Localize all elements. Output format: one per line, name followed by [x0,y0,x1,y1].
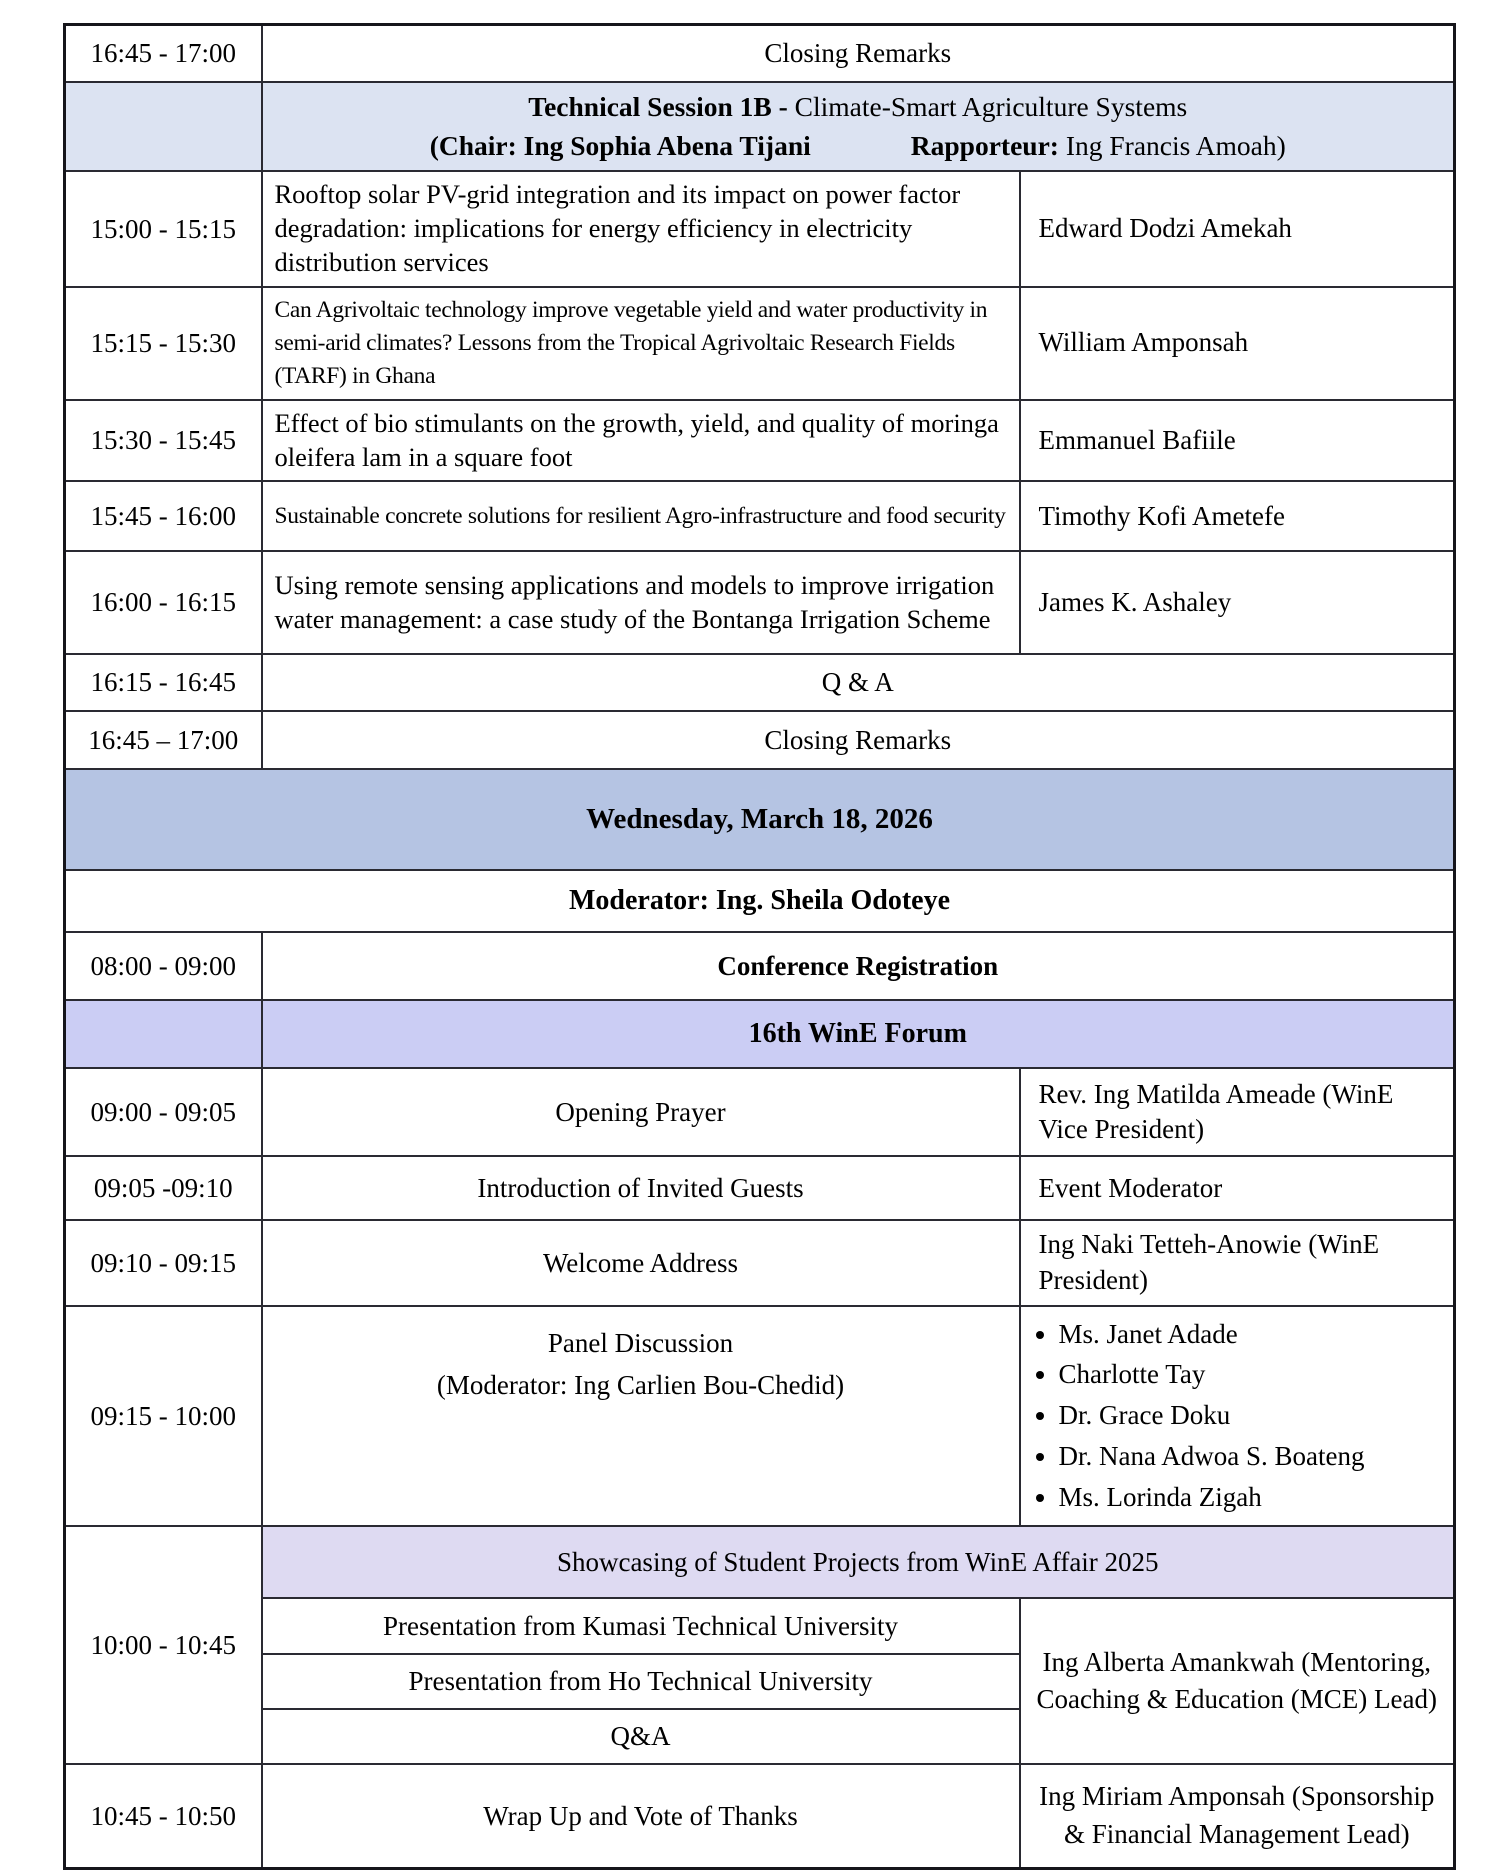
time-cell: 16:00 - 16:15 [65,551,262,654]
activity-cell: Closing Remarks [262,25,1455,82]
showcase-item-cell: Presentation from Ho Technical University [262,1654,1020,1709]
time-cell: 16:45 - 17:00 [65,25,262,82]
time-cell: 16:15 - 16:45 [65,654,262,711]
time-cell: 10:45 - 10:50 [65,1764,262,1868]
person-cell: Ing Miriam Amponsah (Sponsorship & Financial Management Lead) [1020,1764,1455,1868]
person-cell: Event Moderator [1020,1156,1455,1220]
activity-cell: Opening Prayer [262,1068,1020,1156]
talk-title-cell: Effect of bio stimulants on the growth, yield, and quality of moringa oleifera lam in a square foot [262,400,1020,482]
session-1b-rapporteur-name: Ing Francis Amoah) [1065,130,1286,162]
talk-title-cell: Using remote sensing applications and models to improve irrigation water management: a case study of the Bontanga Irrigation Scheme [262,551,1020,654]
session-1b-chair: (Chair: Ing Sophia Abena Tijani [429,130,811,162]
panel-activity-cell [262,1306,1020,1527]
row-registration [65,932,1455,1000]
session-1b-title-line [271,87,1446,127]
time-cell: 09:10 - 09:15 [65,1220,262,1305]
row-moderator [65,870,1455,932]
panelist-list [1035,1318,1446,1515]
moderator-cell: Moderator: Ing. Sheila Odoteye [65,870,1455,932]
row-closing-remarks [65,711,1455,769]
speaker-cell: Timothy Kofi Ametefe [1020,481,1455,551]
showcase-item-cell: Q&A [262,1709,1020,1764]
row-panel-discussion [65,1306,1455,1527]
showcase-header-cell: Showcasing of Student Projects from WinE Affair 2025 [262,1526,1455,1598]
session-1b-chair-line [271,126,1446,166]
session-1b-header-cell [262,82,1455,172]
panelist-item: • Dr. Nana Adwoa S. Boateng [1059,1440,1446,1474]
row-introduction-guests [65,1156,1455,1220]
activity-cell: Q & A [262,654,1455,711]
row-showcase-header [65,1526,1455,1598]
panel-title: Panel Discussion [547,1327,734,1358]
row-talk-5 [65,551,1455,654]
row-talk-1 [65,171,1455,287]
day-header-cell: Wednesday, March 18, 2026 [65,769,1455,870]
time-cell: 16:45 – 17:00 [65,711,262,769]
speaker-cell: James K. Ashaley [1020,551,1455,654]
talk-title-cell: Rooftop solar PV-grid integration and its impact on power factor degradation: implications for energy efficiency in electricity distribution services [262,171,1020,287]
time-cell: 08:00 - 09:00 [65,932,262,1000]
speaker-cell: Edward Dodzi Amekah [1020,171,1455,287]
panelist-item: • Ms. Janet Adade [1059,1318,1446,1352]
session-1b-title-bold: Technical Session 1B - [528,90,788,122]
row-showcase-kumasi [65,1598,1455,1654]
row-talk-4 [65,481,1455,551]
speaker-cell: Emmanuel Bafiile [1020,400,1455,482]
session-1b-title-rest: Climate-Smart Agriculture Systems [794,90,1188,122]
row-opening-prayer [65,1068,1455,1156]
showcase-item-cell: Presentation from Kumasi Technical University [262,1598,1020,1654]
session-1b-rapporteur-label: Rapporteur: [910,130,1059,162]
person-cell: Ing Naki Tetteh-Anowie (WinE President) [1020,1220,1455,1305]
time-cell: 15:45 - 16:00 [65,481,262,551]
panelist-item: • Dr. Grace Doku [1059,1399,1446,1433]
activity-cell: Introduction of Invited Guests [262,1156,1020,1220]
row-prev-closing-remarks [65,25,1455,82]
row-qa [65,654,1455,711]
forum-header-cell: 16th WinE Forum [262,1000,1455,1068]
time-cell: 09:00 - 09:05 [65,1068,262,1156]
empty-time-cell [65,82,262,172]
row-wrap-up [65,1764,1455,1868]
time-cell: 15:00 - 15:15 [65,171,262,287]
conference-schedule-table [63,23,1456,1870]
activity-cell: Closing Remarks [262,711,1455,769]
panelist-item: • Charlotte Tay [1059,1358,1446,1392]
talk-title-cell: Can Agrivoltaic technology improve vegetable yield and water productivity in semi-arid climates? Lessons from the Tropical Agrivoltaic Research Fields (TARF) in Ghana [262,287,1020,400]
row-talk-3 [65,400,1455,482]
registration-cell: Conference Registration [262,932,1455,1000]
showcase-lead-cell: Ing Alberta Amankwah (Mentoring, Coaching & Education (MCE) Lead) [1020,1598,1455,1764]
row-forum-header [65,1000,1455,1068]
row-day-header [65,769,1455,870]
time-cell: 09:15 - 10:00 [65,1306,262,1527]
time-cell: 15:30 - 15:45 [65,400,262,482]
row-session-1b-header [65,82,1455,172]
row-talk-2 [65,287,1455,400]
empty-time-cell [65,1000,262,1068]
person-cell: Rev. Ing Matilda Ameade (WinE Vice President) [1020,1068,1455,1156]
activity-cell: Welcome Address [262,1220,1020,1305]
speaker-cell: William Amponsah [1020,287,1455,400]
talk-title-cell: Sustainable concrete solutions for resilient Agro-infrastructure and food security [262,481,1020,551]
panelists-cell [1020,1306,1455,1527]
activity-cell: Wrap Up and Vote of Thanks [262,1764,1020,1868]
panel-moderator: (Moderator: Ing Carlien Bou-Chedid) [436,1369,845,1400]
time-cell: 10:00 - 10:45 [65,1526,262,1764]
time-cell: 09:05 -09:10 [65,1156,262,1220]
time-cell: 15:15 - 15:30 [65,287,262,400]
row-welcome-address [65,1220,1455,1305]
panelist-item: • Ms. Lorinda Zigah [1059,1481,1446,1515]
